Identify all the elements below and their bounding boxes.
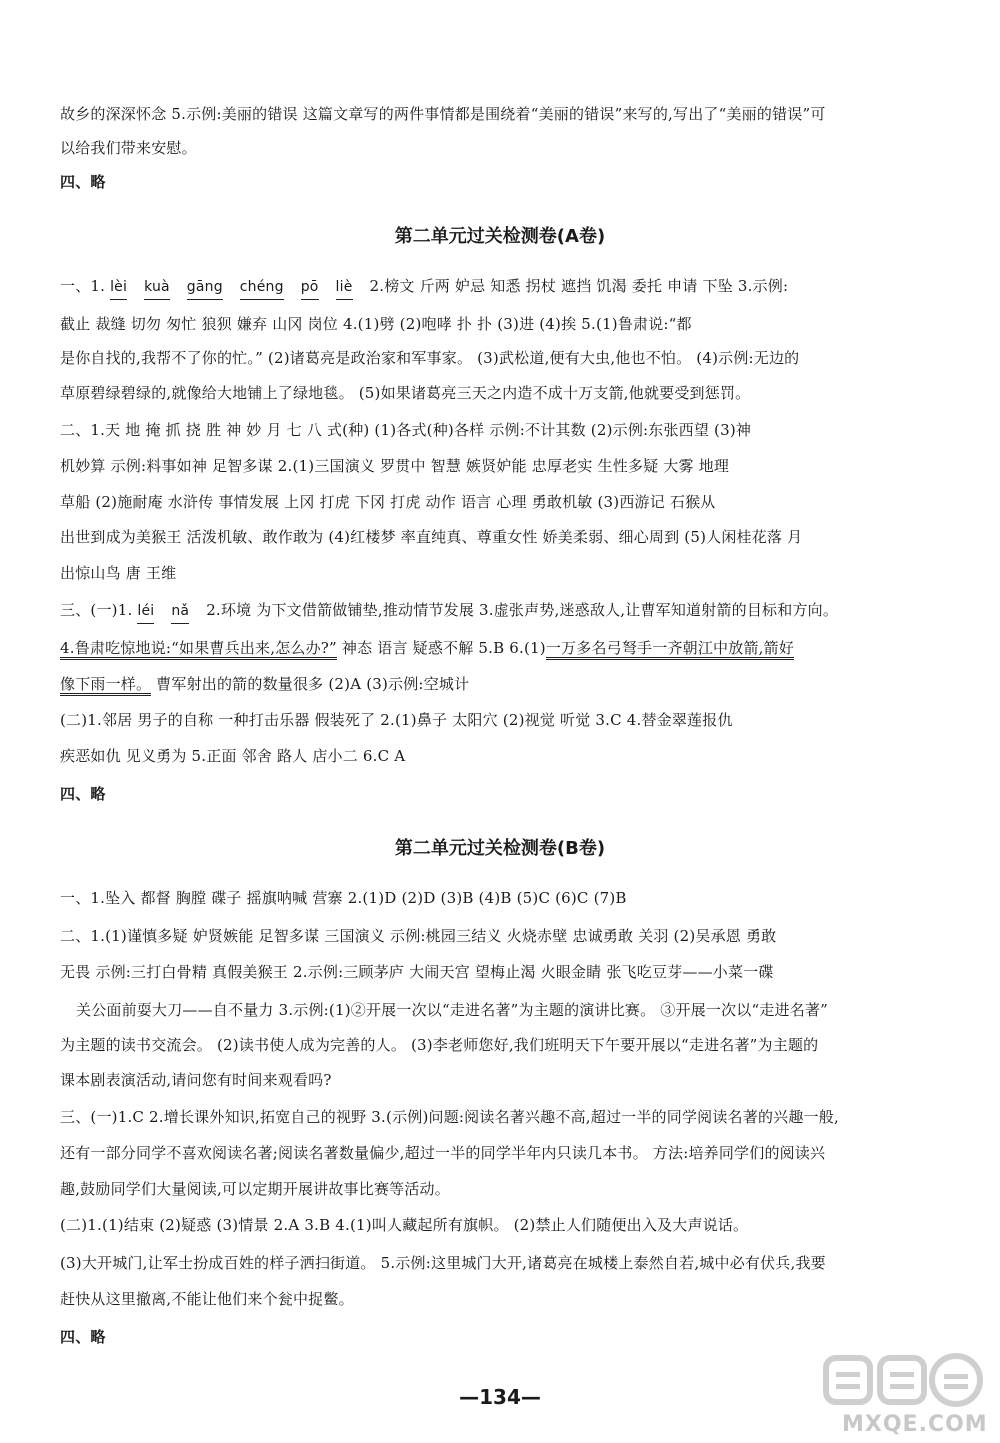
pinyin-answer: liè: [336, 277, 353, 300]
answer-text: 2.环境 为下文借箭做铺垫,推动情节发展 3.虚张声势,迷惑敌人,让曹军知道射箭的目标和方向。: [206, 601, 839, 619]
section-a-line-4: 草原碧绿碧绿的,就像给大地铺上了绿地毯。 (5)如果诸葛亮三天之内造不成十万支箭,他就要受到惩罚。: [60, 384, 751, 402]
underlined-sentence: 一万多名弓弩手一齐朝江中放箭,箭好: [546, 639, 794, 660]
answer-text: 神态 语言 疑惑不解 5.B 6.(1): [336, 639, 546, 657]
pinyin-answer: nǎ: [171, 601, 189, 624]
question-label: 三、(一)1.: [60, 601, 133, 619]
underlined-sentence-end: 像下雨一样。: [60, 675, 151, 696]
section-a-line-2: 截止 裁缝 切勿 匆忙 狼狈 嫌弃 山冈 岗位 4.(1)劈 (2)咆哮 扑 扑 (3)进 (4)挨 5.(1)鲁肃说:“都: [60, 315, 692, 333]
section-a-line-14: 疾恶如仇 见义勇为 5.正面 邻舍 路人 店小二 6.C A: [60, 747, 406, 765]
section-b-line-13: 四、略: [60, 1328, 106, 1346]
pinyin-answer: lèi: [110, 277, 127, 300]
pinyin-answer: kuà: [144, 277, 170, 300]
section-b-line-6: 课本剧表演活动,请问您有时间来观看吗?: [60, 1071, 332, 1089]
section-b-line-4: 关公面前耍大刀——自不量力 3.示例:(1)②开展一次以“走进名著”为主题的演讲比赛。 ③开展一次以“走进名著”: [76, 1001, 829, 1019]
pinyin-answer: pō: [301, 277, 319, 300]
section-a-line-5: 二、1.天 地 掩 抓 挠 胜 神 妙 月 七 八 式(种) (1)各式(种)各样 示例:不计其数 (2)示例:东张西望 (3)神: [60, 421, 752, 439]
section-a-line-11: [60, 638, 794, 658]
section-b-line-11: (3)大开城门,让军士扮成百姓的样子洒扫街道。 5.示例:这里城门大开,诸葛亮在城楼上泰然自若,城中必有伏兵,我要: [60, 1254, 826, 1272]
answer-text: 曹军射出的箭的数量很多 (2)A (3)示例:空城计: [151, 675, 470, 693]
section-a-title: 第二单元过关检测卷(A卷): [394, 226, 606, 247]
intro-line-3: 四、略: [60, 173, 106, 191]
section-a-line-13: (二)1.邻居 男子的自称 一种打击乐器 假装死了 2.(1)鼻子 太阳穴 (2)视觉 听觉 3.C 4.替金翠莲报仇: [60, 711, 733, 729]
section-a-line-6: 机妙算 示例:料事如神 足智多谋 2.(1)三国演义 罗贯中 智慧 嫉贤妒能 忠厚老实 生性多疑 大雾 地理: [60, 457, 730, 475]
section-b-line-5: 为主题的读书交流会。 (2)读书使人成为完善的人。 (3)李老师您好,我们班明天下午要开展以“走进名著”为主题的: [60, 1036, 819, 1054]
section-a-line-12: [60, 674, 469, 694]
section-a-line-9: 出惊山鸟 唐 王维: [60, 564, 177, 582]
section-a-line-1: [60, 276, 788, 300]
section-b-line-3: 无畏 示例:三打白骨精 真假美猴王 2.示例:三顾茅庐 大闹天宫 望梅止渴 火眼金睛 张飞吃豆芽——小菜一碟: [60, 963, 774, 981]
section-a-line-3: 是你自找的,我帮不了你的忙。” (2)诸葛亮是政治家和军事家。 (3)武松道,便有大虫,他也不怕。 (4)示例:无边的: [60, 349, 800, 367]
answer-text: 2.榜文 斤两 妒忌 知悉 拐杖 遮挡 饥渴 委托 申请 下坠 3.示例:: [369, 277, 789, 295]
section-b-line-9: 趣,鼓励同学们大量阅读,可以定期开展讲故事比赛等活动。: [60, 1180, 450, 1198]
section-b-line-1: 一、1.坠入 都督 胸膛 碟子 摇旗呐喊 营寨 2.(1)D (2)D (3)B (4)B (5)C (6)C (7)B: [60, 889, 627, 907]
section-b-title: 第二单元过关检测卷(B卷): [394, 838, 606, 859]
underlined-quote: 4.鲁肃吃惊地说:“如果曹兵出来,怎么办?”: [60, 639, 337, 660]
section-b-line-2: 二、1.(1)谨慎多疑 妒贤嫉能 足智多谋 三国演义 示例:桃园三结义 火烧赤壁 忠诚勇敢 关羽 (2)吴承恩 勇敢: [60, 927, 777, 945]
section-b-line-7: 三、(一)1.C 2.增长课外知识,拓宽自己的视野 3.(示例)问题:阅读名著兴趣不高,超过一半的同学阅读名著的兴趣一般,: [60, 1108, 839, 1126]
intro-line-1: 故乡的深深怀念 5.示例:美丽的错误 这篇文章写的两件事情都是围绕着“美丽的错误”来写的,写出了“美丽的错误”可: [60, 105, 826, 123]
section-a-line-15: 四、略: [60, 785, 106, 803]
question-label: 一、1.: [60, 277, 106, 295]
pinyin-answer: chéng: [240, 277, 284, 300]
watermark-text: MXQE.COM: [842, 1412, 988, 1437]
section-b-line-8: 还有一部分同学不喜欢阅读名著;阅读名著数量偏少,超过一半的同学半年内只读几本书。 方法:培养同学们的阅读兴: [60, 1144, 826, 1162]
section-a-line-8: 出世到成为美猴王 活泼机敏、敢作敢为 (4)红楼梦 率直纯真、尊重女性 娇美柔弱、细心周到 (5)人闲桂花落 月: [60, 528, 803, 546]
pinyin-answer: gāng: [187, 277, 223, 300]
section-b-line-10: (二)1.(1)结束 (2)疑惑 (3)情景 2.A 3.B 4.(1)叫人藏起所有旗帜。 (2)禁止人们随便出入及大声说话。: [60, 1216, 749, 1234]
pinyin-answer: léi: [137, 601, 154, 624]
page-number: —134—: [459, 1385, 541, 1409]
section-b-line-12: 赶快从这里撤离,不能让他们来个瓮中捉鳖。: [60, 1290, 354, 1308]
section-a-line-10: [60, 600, 838, 624]
intro-line-2: 以给我们带来安慰。: [60, 139, 197, 157]
section-a-line-7: 草船 (2)施耐庵 水浒传 事情发展 上冈 打虎 下冈 打虎 动作 语言 心理 勇敢机敏 (3)西游记 石猴从: [60, 493, 716, 511]
